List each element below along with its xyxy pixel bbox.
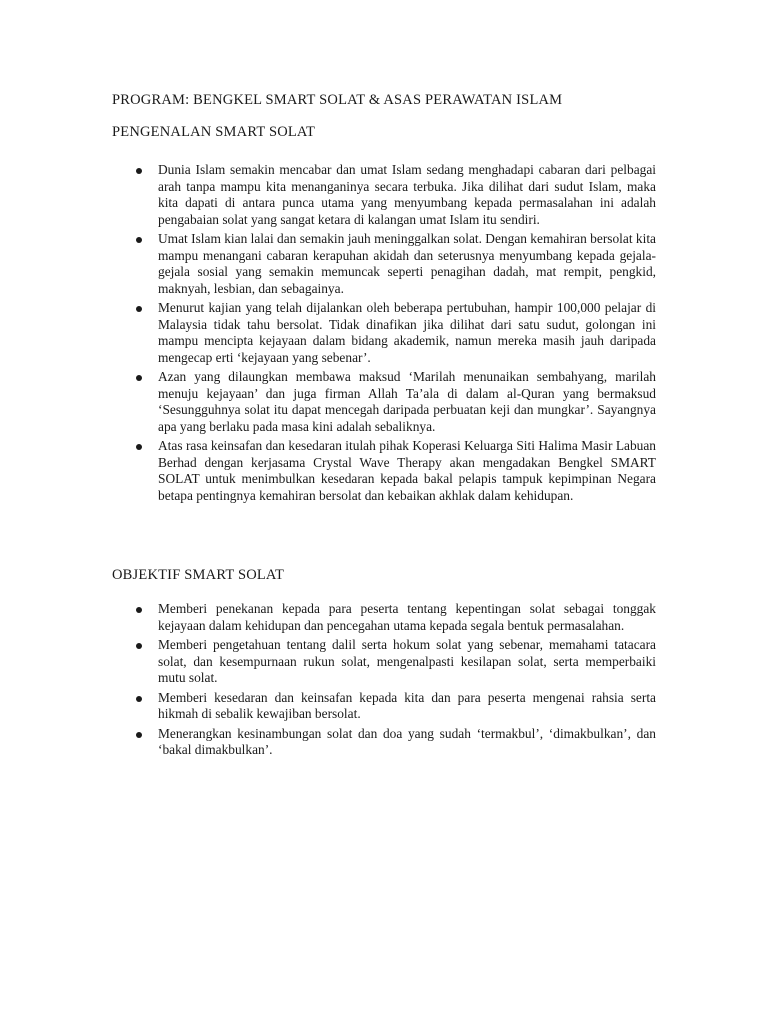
list-item [112, 438, 656, 504]
list-item-text: Menurut kajian yang telah dijalankan oleh beberapa pertubuhan, hampir 100,000 pelajar di Malaysia tidak tahu bersolat. Tidak dinafikan jika dilihat dari satu sudut, golongan ini mampu mencipta kejayaan dalam bidang akademik, namun mereka masih jauh daripada mengecap erti ‘kejayaan yang sebenar’. [158, 300, 656, 365]
list-item [112, 162, 656, 228]
bullet-icon [136, 237, 142, 243]
list-item-text: Menerangkan kesinambungan solat dan doa yang sudah ‘termakbul’, ‘dimakbulkan’, dan ‘bakal dimakbulkan’. [158, 725, 656, 757]
list-item-text: Atas rasa keinsafan dan kesedaran itulah pihak Koperasi Keluarga Siti Halima Masir Labuan Berhad dengan kerjasama Crystal Wave Therapy akan mengadakan Bengkel SMART SOLAT untuk menimbulkan kesedaran kepada bakal pelapis tampuk kepimpinan Negara betapa pentingnya kemahiran bersolat dan kebaikan akhlak dalam kehidupan. [158, 438, 656, 503]
bullet-icon [136, 607, 142, 613]
bullet-icon [136, 306, 142, 312]
bullet-icon [136, 444, 142, 450]
section-heading-intro: PENGENALAN SMART SOLAT [112, 124, 316, 140]
bullet-icon [136, 168, 142, 174]
section-heading-objectives: OBJEKTIF SMART SOLAT [112, 567, 285, 583]
intro-bullet-list [112, 162, 656, 507]
bullet-icon [136, 375, 142, 381]
list-item [112, 369, 656, 435]
list-item-text: Azan yang dilaungkan membawa maksud ‘Marilah menunaikan sembahyang, marilah menuju kejayaan’ dan juga firman Allah Ta’ala di dalam al-Quran yang bermaksud ‘Sesungguhnya solat itu dapat mencegah daripada perbuatan keji dan mungkar’. Sayangnya apa yang berlaku pada masa kini adalah sebaliknya. [158, 369, 656, 434]
bullet-icon [136, 643, 142, 649]
bullet-icon [136, 696, 142, 702]
list-item [112, 726, 656, 759]
list-item [112, 300, 656, 366]
document-title: PROGRAM: BENGKEL SMART SOLAT & ASAS PERAWATAN ISLAM [112, 92, 563, 108]
objectives-bullet-list [112, 601, 656, 762]
list-item [112, 690, 656, 723]
list-item [112, 601, 656, 634]
list-item-text: Memberi penekanan kepada para peserta tentang kepentingan solat sebagai tonggak kejayaan dalam kehidupan dan pencegahan utama kepada segala bentuk permasalahan. [158, 601, 656, 633]
bullet-icon [136, 732, 142, 738]
list-item [112, 637, 656, 687]
list-item [112, 231, 656, 297]
list-item-text: Umat Islam kian lalai dan semakin jauh meninggalkan solat. Dengan kemahiran bersolat kita mampu menangani cabaran kerapuhan akidah dan seterusnya menyumbang kepada gejala-gejala sosial yang semakin memuncak seperti penagihan dadah, mat rempit, pengkid, maknyah, lesbian, dan sebagainya. [158, 231, 656, 296]
list-item-text: Memberi pengetahuan tentang dalil serta hokum solat yang sebenar, memahami tatacara solat, dan kesempurnaan rukun solat, mengenalpasti kesilapan solat, serta memperbaiki mutu solat. [158, 637, 656, 685]
list-item-text: Memberi kesedaran dan keinsafan kepada kita dan para peserta mengenai rahsia serta hikmah di sebalik kewajiban bersolat. [158, 689, 656, 721]
list-item-text: Dunia Islam semakin mencabar dan umat Islam sedang menghadapi cabaran dari pelbagai arah tanpa mampu kita menanganinya secara terbuka. Jika dilihat dari sudut Islam, maka kita dapati di antara punca utama yang menyumbang kepada permasalahan ini adalah pengabaian solat yang sangat ketara di kalangan umat Islam itu sendiri. [158, 162, 656, 227]
